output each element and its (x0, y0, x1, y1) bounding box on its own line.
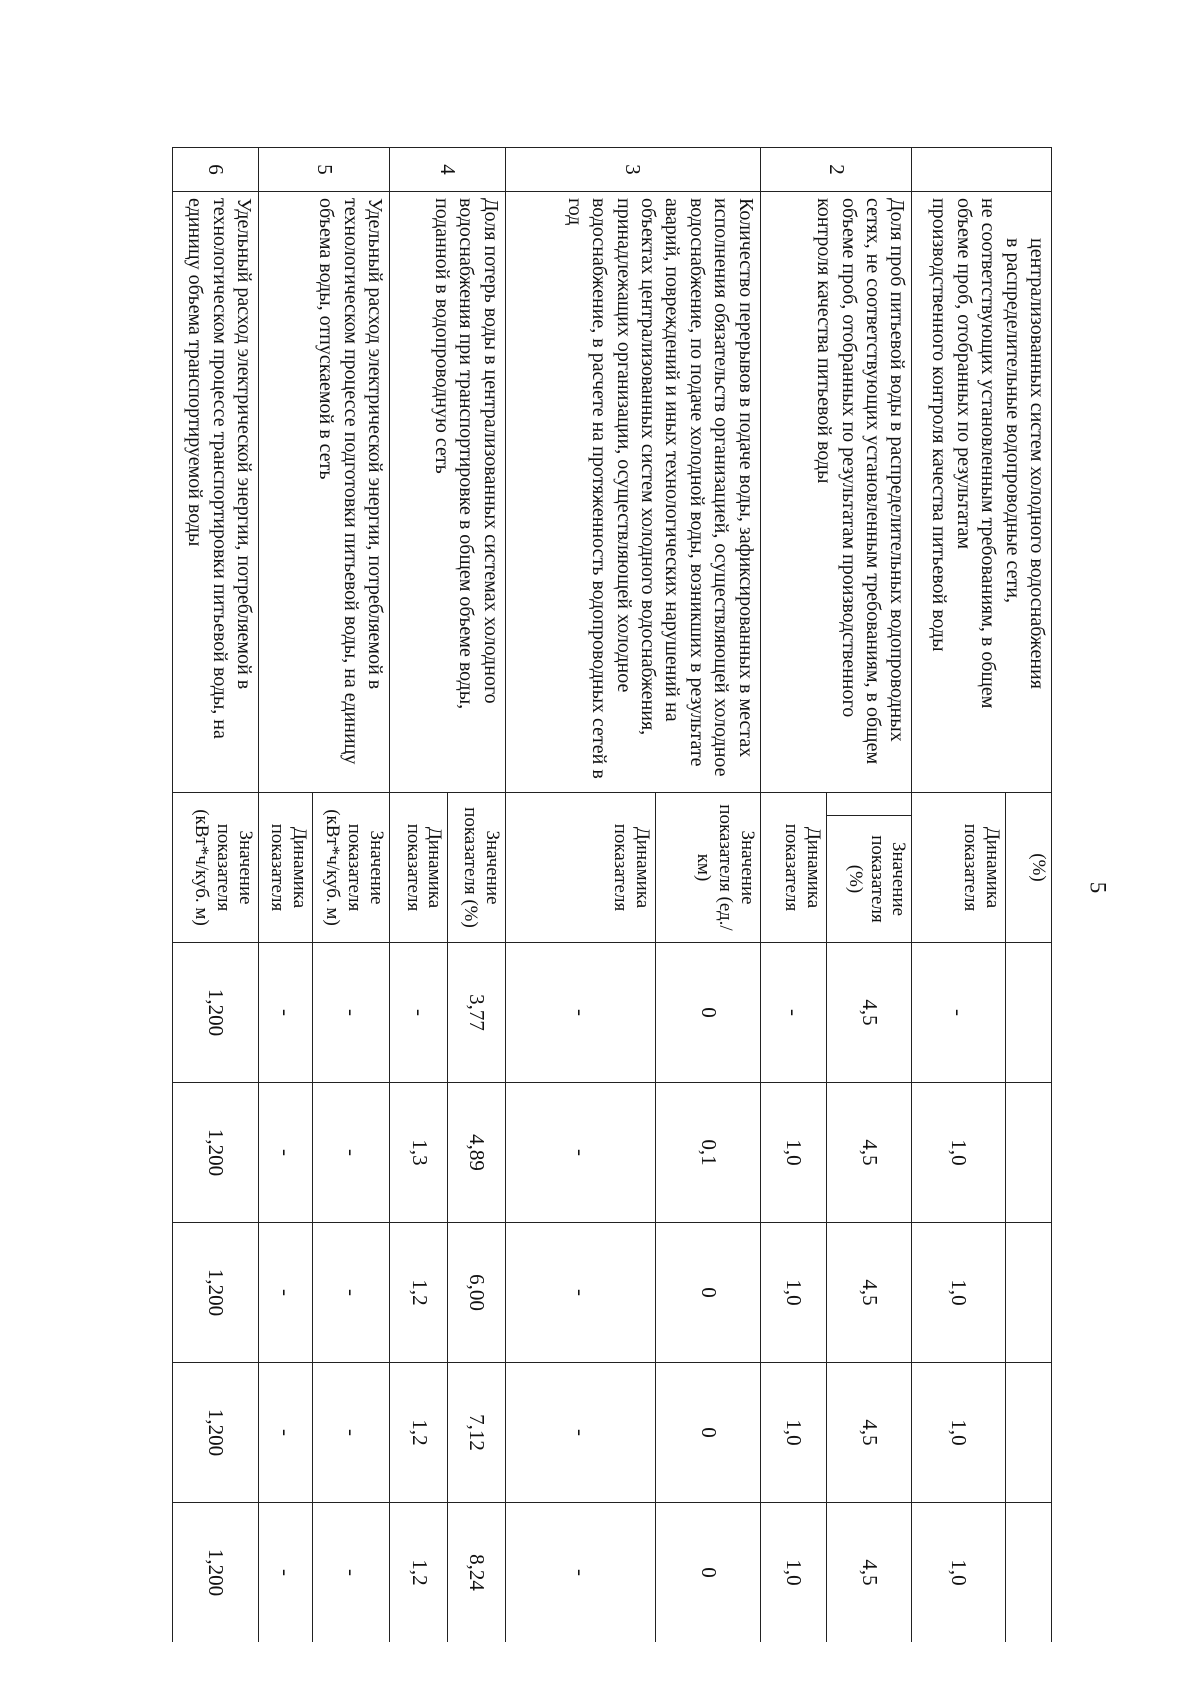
value-cell: - (760, 943, 826, 1083)
indicator-label-cell: Значение показателя (%) (448, 793, 505, 943)
value-cell: - (505, 1503, 656, 1643)
value-cell: - (259, 1083, 313, 1223)
value-cell: 1,3 (390, 1083, 448, 1223)
table-row (1005, 148, 1051, 1643)
value-cell: - (505, 1363, 656, 1503)
value-cell: 1,2 (390, 1363, 448, 1503)
value-cell: 1,0 (760, 1223, 826, 1363)
indicator-name-cell: Количество перерывов в подаче воды, зафиксированных в местах исполнения обязательств организацией, осуществляющей холодное водоснабжение, по подаче холодной воды, возникших в результате аварий, повреждений и иных технологических нарушений на объектах централизованных систем холодного водоснабжения, принадлежащих организации, осуществляющей холодное водоснабжение, в расчете на протяженность водопроводных сетей в год (505, 192, 760, 793)
value-cell: 1,0 (912, 1223, 1005, 1363)
value-cell: 1,0 (760, 1083, 826, 1223)
value-cell: 1,200 (173, 1363, 259, 1503)
indicators-table (172, 147, 1052, 1642)
value-cell: 4,5 (826, 1503, 912, 1643)
value-cell: - (259, 1363, 313, 1503)
value-cell: 1,200 (173, 943, 259, 1083)
indicator-label-cell: Динамика показателя (390, 793, 448, 943)
value-cell (1005, 1503, 1051, 1643)
value-cell: 4,5 (826, 1363, 912, 1503)
indicator-label-cell: Динамика показателя (259, 793, 313, 943)
value-cell: 1,0 (912, 1083, 1005, 1223)
row-number-cell: 2 (760, 148, 912, 192)
value-cell: 1,0 (912, 1503, 1005, 1643)
indicator-label-cell: Значение показателя (кВт*ч/куб. м) (312, 793, 390, 943)
table-row (173, 148, 259, 1643)
value-cell: 1,0 (760, 1503, 826, 1643)
indicator-label-cell: Динамика показателя (912, 793, 1005, 943)
value-cell: 7,12 (448, 1363, 505, 1503)
value-cell: 1,200 (173, 1083, 259, 1223)
indicator-label-cell: Значение показателя (кВт*ч/куб. м) (173, 793, 259, 943)
value-cell (1005, 943, 1051, 1083)
name-line: в распределительные водопроводные сети, (1001, 238, 1024, 603)
name-line: производственного контроля качества питьевой воды (928, 198, 951, 652)
indicator-name-cell: Доля проб питьевой воды в распределительных водопроводных сетях, не соответствующих установленным требованиям, в общем объеме проб, отобранных по результатам производственного контроля качества питьевой воды (760, 192, 912, 793)
indicator-label-cell (826, 793, 912, 943)
value-cell: - (312, 943, 390, 1083)
value-cell: - (312, 1223, 390, 1363)
name-line: централизованных систем холодного водоснабжения (1026, 238, 1048, 689)
indicator-name-cell: Удельный расход электрической энергии, потребляемой в технологическом процессе транспортировки питьевой воды, на единицу объема транспортируемой воды (173, 192, 259, 793)
row-number-cell: 6 (173, 148, 259, 192)
value-cell: 4,5 (826, 1223, 912, 1363)
value-cell: 0,1 (656, 1083, 760, 1223)
value-cell: 1,2 (390, 1223, 448, 1363)
value-cell: - (505, 1223, 656, 1363)
value-cell: - (912, 943, 1005, 1083)
value-cell: 1,0 (912, 1363, 1005, 1503)
value-cell: 3,77 (448, 943, 505, 1083)
value-cell: 0 (656, 1223, 760, 1363)
value-cell: - (259, 1223, 313, 1363)
value-cell: - (259, 1503, 313, 1643)
table-row (448, 148, 505, 1643)
indicator-name-cell: Удельный расход электрической энергии, потребляемой в технологическом процессе подготовки питьевой воды, на единицу объема воды, отпускаемой в сеть (259, 192, 390, 793)
row-number-cell: 5 (259, 148, 390, 192)
value-cell: - (505, 943, 656, 1083)
value-cell (1005, 1083, 1051, 1223)
indicator-label-cell: Значение показателя (ед./км) (656, 793, 760, 943)
value-cell: - (312, 1363, 390, 1503)
value-cell: 6,00 (448, 1223, 505, 1363)
value-cell: - (259, 943, 313, 1083)
value-cell: 0 (656, 943, 760, 1083)
value-cell: 1,200 (173, 1503, 259, 1643)
indicator-unit-cell: (%) (1005, 793, 1051, 943)
indicator-label-cell: Динамика показателя (760, 793, 826, 943)
row-number-cell (912, 148, 1052, 192)
value-cell: 1,2 (390, 1503, 448, 1643)
indicator-label-text: Значение показателя (%) (844, 835, 910, 923)
value-cell (1005, 1363, 1051, 1503)
value-cell: - (505, 1083, 656, 1223)
value-cell: - (312, 1503, 390, 1643)
value-cell: 8,24 (448, 1503, 505, 1643)
indicator-label-cell: Динамика показателя (505, 793, 656, 943)
row-number-cell: 3 (505, 148, 760, 192)
indicator-name-cell (912, 192, 1052, 793)
value-cell: 4,5 (826, 1083, 912, 1223)
name-line: объеме проб, отобранных по результатам (952, 198, 975, 550)
name-line: не соответствующих установленным требованиям, в общем (977, 198, 1000, 709)
value-cell: 0 (656, 1363, 760, 1503)
row-number-cell: 4 (390, 148, 505, 192)
value-cell: - (390, 943, 448, 1083)
indicator-name-cell: Доля потерь воды в централизованных системах холодного водоснабжения при транспортировке в общем объеме воды, поданной в водопроводную сеть (390, 192, 505, 793)
value-cell: 4,89 (448, 1083, 505, 1223)
rotated-table-container (172, 147, 1052, 1642)
value-cell: 4,5 (826, 943, 912, 1083)
value-cell (1005, 1223, 1051, 1363)
value-cell: - (312, 1083, 390, 1223)
table-row (826, 148, 912, 1643)
value-cell: 0 (656, 1503, 760, 1643)
table-row (312, 148, 390, 1643)
page-number: 5 (1085, 881, 1111, 894)
value-cell: 1,200 (173, 1223, 259, 1363)
value-cell: 1,0 (760, 1363, 826, 1503)
table-row (656, 148, 760, 1643)
